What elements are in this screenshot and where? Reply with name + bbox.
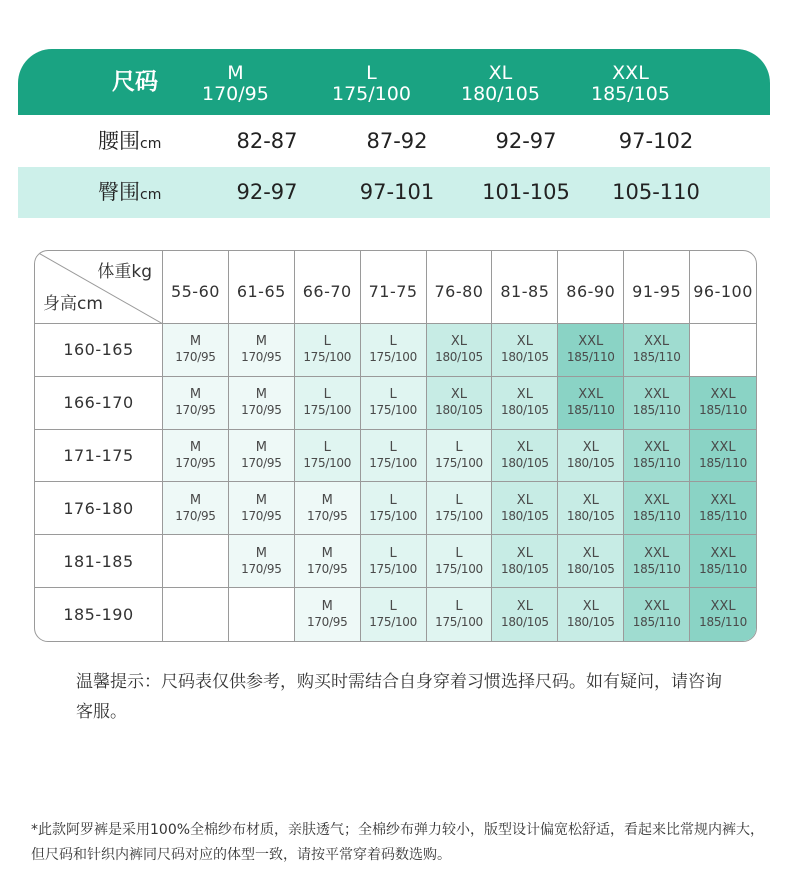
cell-measure: 175/100	[435, 561, 483, 576]
cell-size: XXL	[644, 387, 670, 403]
cell-measure: 180/105	[501, 561, 549, 576]
waist-row	[18, 116, 770, 167]
cell-measure: 180/105	[566, 615, 615, 630]
cell-size: L	[455, 599, 463, 615]
cell-size: XXL	[644, 599, 670, 615]
size-cell	[624, 588, 690, 641]
cell-size: XL	[516, 599, 533, 615]
cell-size: M	[255, 492, 267, 508]
weight-header: 66-70	[295, 251, 361, 324]
hip-row	[18, 167, 770, 218]
cell-measure: 180/105	[435, 350, 483, 365]
cell-measure: 170/95	[307, 508, 348, 523]
size-name: L	[366, 62, 377, 84]
cell-measure: 175/100	[303, 456, 352, 471]
cell-measure: 175/100	[369, 508, 417, 523]
size-name: M	[227, 62, 244, 84]
size-cell	[624, 482, 690, 535]
size-table-header	[18, 49, 770, 115]
size-cell	[361, 430, 427, 483]
size-cell	[361, 588, 427, 641]
cell-size: L	[455, 492, 463, 508]
row-label: 腰围	[98, 129, 140, 153]
cell-measure: 175/100	[369, 350, 417, 365]
cell-size: M	[321, 545, 333, 561]
cell-size: L	[323, 387, 331, 403]
waist-value: 87-92	[366, 129, 428, 153]
empty-cell	[690, 324, 756, 377]
cell-size: XL	[516, 334, 533, 350]
cell-size: M	[321, 599, 333, 615]
weight-header: 61-65	[229, 251, 295, 324]
size-cell	[624, 430, 690, 483]
size-cell	[163, 324, 229, 377]
hip-label	[98, 167, 161, 221]
cell-size: XXL	[710, 440, 736, 456]
height-header: 181-185	[35, 535, 163, 588]
cell-measure: 180/105	[501, 615, 549, 630]
cell-measure: 180/105	[435, 403, 483, 418]
weight-header: 76-80	[427, 251, 493, 324]
height-header: 166-170	[35, 377, 163, 430]
cell-size: XXL	[710, 545, 736, 561]
cell-size: M	[255, 545, 267, 561]
empty-cell	[163, 588, 229, 641]
size-cell	[427, 430, 493, 483]
size-cell	[624, 535, 690, 588]
height-header: 160-165	[35, 324, 163, 377]
size-cell	[427, 588, 493, 641]
cell-size: XXL	[578, 387, 604, 403]
row-unit: cm	[140, 187, 162, 203]
cell-size: XL	[516, 545, 533, 561]
cell-size: XXL	[644, 334, 670, 350]
cell-size: XL	[582, 492, 599, 508]
cell-measure: 170/95	[307, 561, 348, 576]
cell-size: XXL	[710, 599, 736, 615]
weight-header: 81-85	[492, 251, 558, 324]
waist-value: 82-87	[236, 129, 298, 153]
size-cell	[690, 482, 756, 535]
cell-measure: 175/100	[303, 403, 352, 418]
cell-measure: 185/110	[632, 508, 681, 523]
cell-size: XXL	[710, 387, 736, 403]
cell-measure: 185/110	[699, 403, 747, 418]
size-title: 尺码	[112, 69, 158, 95]
size-measure: 175/100	[332, 83, 411, 105]
waist-value: 97-102	[618, 129, 694, 153]
size-cell	[427, 377, 493, 430]
weight-header: 96-100	[690, 251, 756, 324]
size-cell	[492, 430, 558, 483]
size-measure: 170/95	[202, 83, 269, 105]
cell-size: XL	[516, 387, 533, 403]
cell-size: XXL	[578, 334, 604, 350]
size-cell	[361, 324, 427, 377]
weight-axis-label: 体重kg	[97, 262, 152, 282]
cell-measure: 170/95	[241, 561, 282, 576]
cell-measure: 175/100	[303, 350, 352, 365]
cell-measure: 185/110	[632, 456, 681, 471]
size-cell	[492, 482, 558, 535]
height-header: 185-190	[35, 588, 163, 641]
size-cell	[690, 588, 756, 641]
size-cell	[295, 588, 361, 641]
size-cell	[295, 482, 361, 535]
cell-measure: 175/100	[369, 456, 417, 471]
size-measure: 185/105	[591, 83, 670, 105]
cell-measure: 185/110	[699, 456, 747, 471]
size-cell	[558, 535, 624, 588]
cell-size: XXL	[644, 492, 670, 508]
size-cell	[163, 482, 229, 535]
cell-measure: 170/95	[241, 350, 282, 365]
hip-value: 105-110	[612, 180, 700, 204]
cell-measure: 180/105	[566, 456, 615, 471]
size-cell	[558, 430, 624, 483]
cell-measure: 170/95	[175, 508, 216, 523]
cell-size: L	[389, 492, 397, 508]
empty-cell	[163, 535, 229, 588]
cell-measure: 180/105	[566, 508, 615, 523]
cell-size: XL	[582, 440, 599, 456]
size-cell	[624, 324, 690, 377]
cell-size: M	[321, 492, 333, 508]
cell-size: M	[255, 440, 267, 456]
cell-size: L	[455, 545, 463, 561]
cell-measure: 180/105	[501, 350, 549, 365]
size-cell	[295, 430, 361, 483]
cell-measure: 170/95	[307, 615, 348, 630]
height-header: 171-175	[35, 430, 163, 483]
size-cell	[558, 588, 624, 641]
cell-size: XL	[516, 440, 533, 456]
cell-measure: 180/105	[566, 561, 615, 576]
size-cell	[427, 535, 493, 588]
cell-size: M	[189, 440, 202, 456]
cell-size: XXL	[644, 440, 670, 456]
grid-corner	[35, 251, 163, 324]
hip-value: 97-101	[359, 180, 435, 204]
size-cell	[624, 377, 690, 430]
cell-size: L	[323, 334, 331, 350]
cell-measure: 175/100	[435, 615, 483, 630]
cell-size: L	[455, 440, 463, 456]
size-col-m	[202, 49, 269, 115]
size-cell	[558, 324, 624, 377]
empty-cell	[229, 588, 295, 641]
cell-measure: 175/100	[369, 561, 417, 576]
cell-size: M	[189, 387, 202, 403]
height-axis-label: 身高cm	[43, 294, 103, 314]
cell-measure: 185/110	[632, 561, 681, 576]
height-weight-grid	[34, 250, 757, 642]
cell-measure: 185/110	[632, 350, 681, 365]
size-cell	[690, 377, 756, 430]
size-cell	[558, 482, 624, 535]
size-cell	[492, 535, 558, 588]
cell-size: XL	[450, 334, 468, 350]
size-cell	[427, 482, 493, 535]
cell-size: M	[189, 334, 202, 350]
cell-size: XXL	[710, 492, 736, 508]
cell-measure: 170/95	[175, 350, 216, 365]
size-cell	[295, 324, 361, 377]
cell-measure: 180/105	[501, 403, 549, 418]
size-cell	[361, 377, 427, 430]
cell-size: XL	[516, 492, 533, 508]
cell-measure: 170/95	[175, 456, 216, 471]
size-col-xxl	[591, 49, 670, 115]
cell-size: XL	[582, 599, 599, 615]
size-cell	[295, 535, 361, 588]
cell-size: XL	[582, 545, 599, 561]
weight-header: 71-75	[361, 251, 427, 324]
cell-measure: 175/100	[435, 508, 483, 523]
cell-size: L	[389, 599, 397, 615]
cell-measure: 185/110	[566, 403, 615, 418]
cell-measure: 185/110	[699, 508, 747, 523]
size-cell	[690, 430, 756, 483]
hip-value: 101-105	[482, 180, 570, 204]
cell-measure: 170/95	[241, 403, 282, 418]
cell-measure: 170/95	[241, 456, 282, 471]
size-cell	[558, 377, 624, 430]
cell-measure: 175/100	[369, 615, 417, 630]
cell-measure: 175/100	[435, 456, 483, 471]
size-cell	[361, 482, 427, 535]
cell-size: L	[389, 545, 397, 561]
cell-measure: 185/110	[632, 615, 681, 630]
size-cell	[229, 482, 295, 535]
size-name: XXL	[612, 62, 649, 84]
size-cell	[427, 324, 493, 377]
size-cell	[229, 535, 295, 588]
cell-measure: 180/105	[501, 508, 549, 523]
cell-size: M	[189, 492, 202, 508]
row-unit: cm	[140, 136, 162, 152]
size-measure: 180/105	[461, 83, 540, 105]
cell-size: M	[255, 334, 267, 350]
cell-measure: 185/110	[699, 561, 747, 576]
cell-measure: 170/95	[175, 403, 216, 418]
weight-header: 91-95	[624, 251, 690, 324]
height-header: 176-180	[35, 482, 163, 535]
waist-value: 92-97	[495, 129, 557, 153]
cell-measure: 185/110	[699, 615, 747, 630]
cell-measure: 170/95	[241, 508, 282, 523]
size-cell	[492, 588, 558, 641]
cell-size: M	[255, 387, 267, 403]
size-col-l	[332, 49, 411, 115]
size-cell	[492, 324, 558, 377]
weight-header: 55-60	[163, 251, 229, 324]
cell-size: XXL	[644, 545, 670, 561]
cell-measure: 185/110	[566, 350, 615, 365]
size-cell	[229, 324, 295, 377]
cell-size: L	[389, 440, 397, 456]
size-cell	[163, 430, 229, 483]
size-cell	[163, 377, 229, 430]
cell-size: XL	[450, 387, 468, 403]
size-cell	[361, 535, 427, 588]
size-tip: 温馨提示：尺码表仅供参考，购买时需结合自身穿着习惯选择尺码。如有疑问，请咨询客服。	[76, 672, 722, 722]
cell-size: L	[323, 440, 331, 456]
cell-measure: 180/105	[501, 456, 549, 471]
row-label: 臀围	[98, 180, 140, 204]
cell-measure: 175/100	[369, 403, 417, 418]
size-cell	[229, 377, 295, 430]
cell-size: L	[389, 387, 397, 403]
cell-size: L	[389, 334, 397, 350]
size-col-xl	[461, 49, 540, 115]
size-cell	[295, 377, 361, 430]
cell-measure: 185/110	[632, 403, 681, 418]
size-name: XL	[488, 62, 513, 84]
footnote: *此款阿罗裤是采用100%全棉纱布材质，亲肤透气；全棉纱布弹力较小，版型设计偏宽松舒适，看起来比常规内裤大，但尺码和针织内裤同尺码对应的体型一致，请按平常穿着码数选购。	[31, 822, 765, 863]
hip-value: 92-97	[236, 180, 298, 204]
size-cell	[492, 377, 558, 430]
weight-header: 86-90	[558, 251, 624, 324]
size-cell	[229, 430, 295, 483]
waist-label	[98, 116, 161, 170]
size-cell	[690, 535, 756, 588]
